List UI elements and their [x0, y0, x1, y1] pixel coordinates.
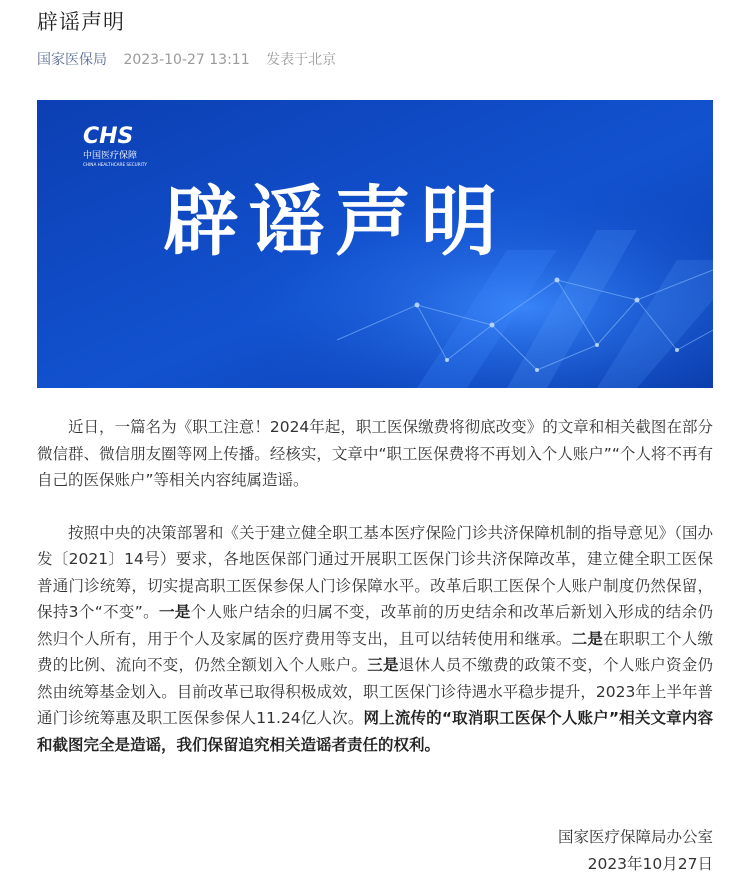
publish-time: 2023-10-27 13:11: [123, 52, 250, 68]
banner-headline: 辟谣声明: [163, 177, 507, 266]
signature-block: [558, 824, 713, 877]
p2-bold-1: 一是: [158, 603, 191, 621]
logo-en-text: CHINA HEALTHCARE SECURITY: [83, 162, 147, 167]
paragraph-1: 近日，一篇名为《职工注意！2024年起，职工医保缴费将彻底改变》的文章和相关截图在部分微信群、微信朋友圈等网上传播。经核实，文章中“职工医保费将不再划入个人账户”“个人将不再有自己的医保账户”等相关内容纯属造谣。: [37, 418, 713, 489]
p2-text-4: 退休人员不缴费的政策不变，个人账户资金仍然由统筹基金划入。目前改革已取得积极成效，职工医保门诊待遇水平稳步提升，2023年上半年普通门诊统筹惠及职工医保参保人11.24亿人次。: [37, 656, 713, 727]
p2-text-3: 在职职工个人缴费的比例、流向不变，仍然全额划入个人账户。: [37, 629, 713, 674]
signature-date: 2023年10月27日: [587, 854, 713, 873]
logo-cn-text: 中国医疗保障: [83, 151, 138, 161]
p2-text-2: 个人账户结余的归属不变，改革前的历史结余和改革后新划入形成的结余仍然归个人所有，用于个人及家属的医疗费用等支出，且可以结转使用和继承。: [37, 603, 713, 648]
publish-location: 发表于北京: [266, 52, 337, 68]
p2-text-1: 按照中央的决策部署和《关于建立健全职工基本医疗保险门诊共济保障机制的指导意见》（国办发〔2021〕14号）要求，各地医保部门通过开展职工医保门诊共济保障改革，建立健全职工医保普通门诊统筹，切实提高职工医保参保人门诊保障水平。改革后职工医保个人账户制度仍然保留，保持3个“不变”。: [37, 523, 713, 621]
p2-bold-2: 二是: [571, 629, 604, 648]
article-title: 辟谣声明: [37, 10, 125, 34]
signature-org: 国家医疗保障局办公室: [557, 828, 713, 846]
header-banner-image: [37, 100, 713, 388]
p2-bold-4: 网上流传的“取消职工医保个人账户”相关文章内容和截图完全是造谣，我们保留追究相关造谣者责任的权利。: [37, 709, 713, 754]
article-body: [37, 414, 713, 758]
p2-bold-3: 三是: [367, 656, 399, 674]
article-meta: [37, 49, 336, 69]
paragraph-2: [37, 520, 713, 759]
logo-mark: CHS: [83, 124, 134, 149]
author-link[interactable]: 国家医保局: [37, 52, 107, 68]
